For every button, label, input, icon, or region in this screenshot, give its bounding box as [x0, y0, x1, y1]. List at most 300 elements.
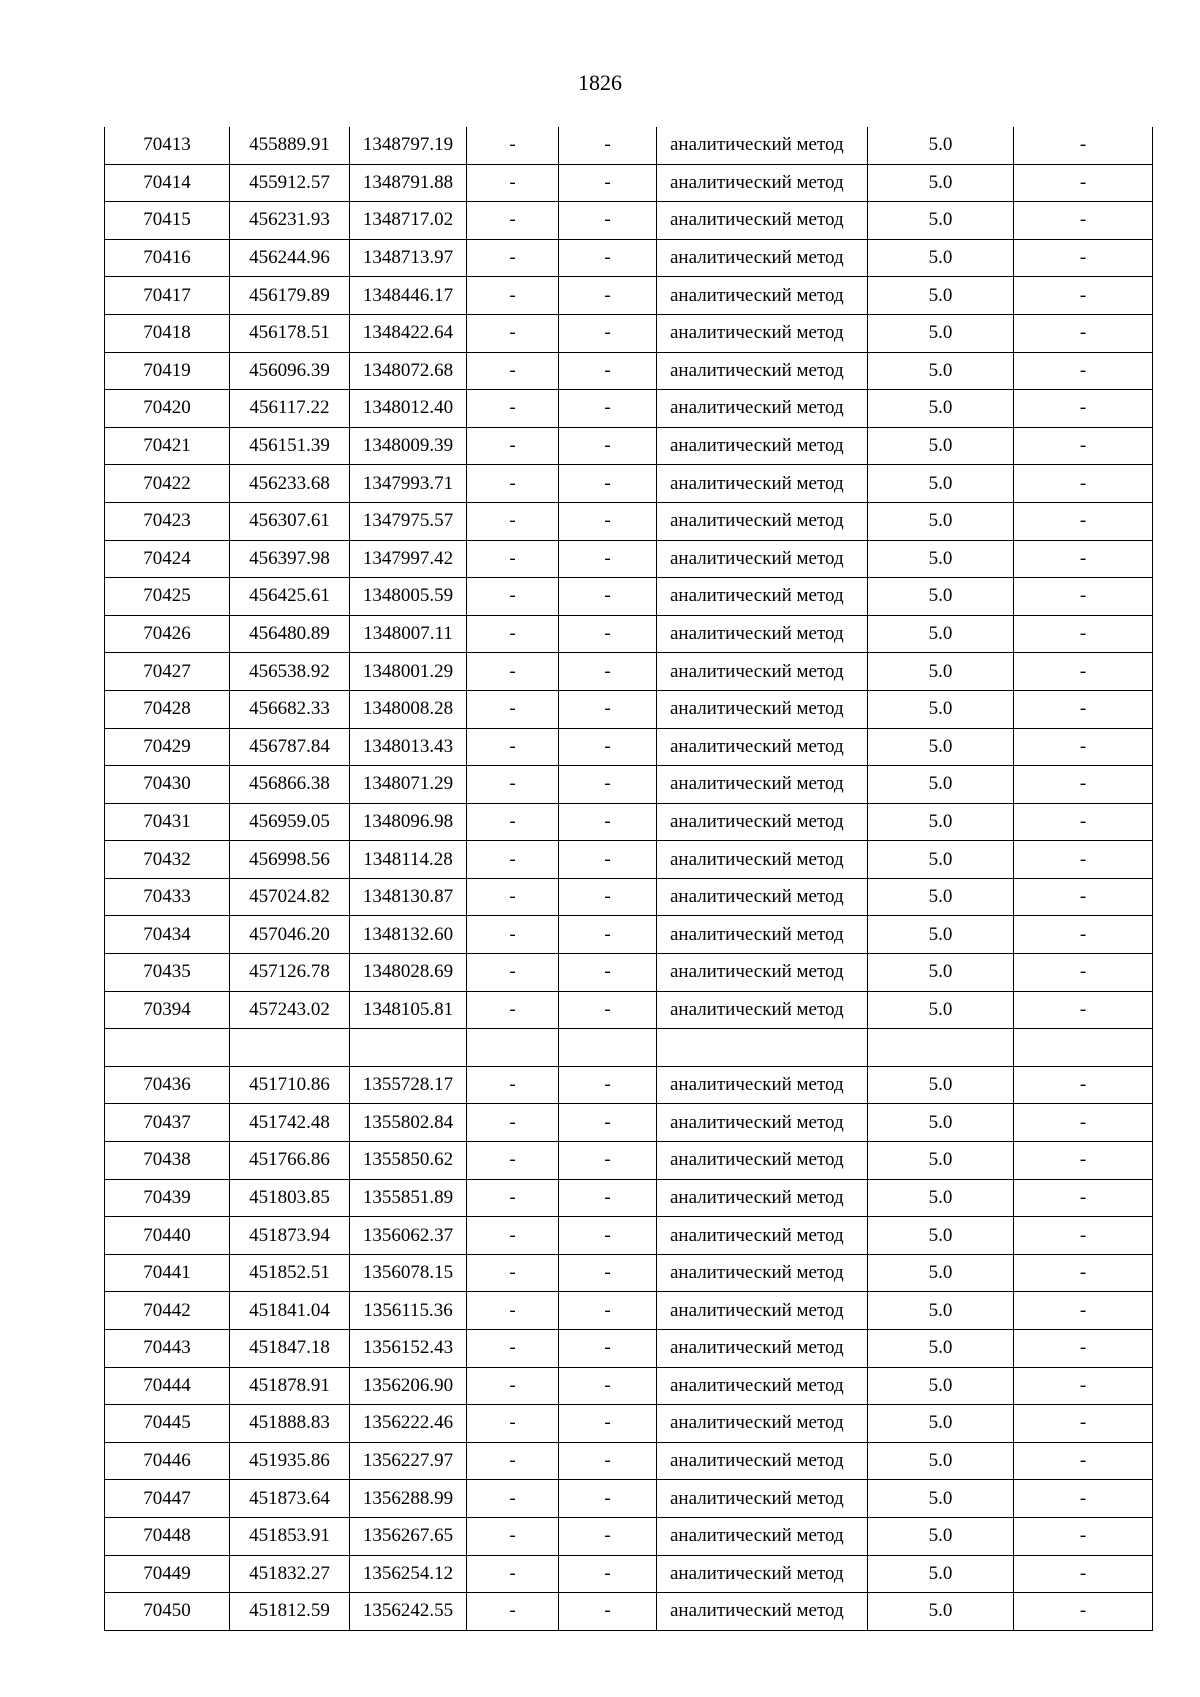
- dash-cell-1: -: [467, 954, 559, 992]
- method-cell: аналитический метод: [657, 127, 868, 164]
- dash-cell-2: -: [559, 1179, 657, 1217]
- y-coordinate-cell: 1356062.37: [350, 1217, 467, 1255]
- x-coordinate-cell: 451878.91: [230, 1367, 350, 1405]
- dash-cell-1: -: [467, 314, 559, 352]
- point-number-cell: 70440: [105, 1217, 230, 1255]
- method-cell: аналитический метод: [657, 766, 868, 804]
- dash-cell-1: -: [467, 690, 559, 728]
- method-cell: аналитический метод: [657, 1593, 868, 1631]
- method-cell: аналитический метод: [657, 578, 868, 616]
- point-number-cell: 70421: [105, 427, 230, 465]
- y-coordinate-cell: 1356227.97: [350, 1442, 467, 1480]
- table-row: [105, 390, 1153, 428]
- x-coordinate-cell: 451766.86: [230, 1142, 350, 1180]
- y-coordinate-cell: 1348791.88: [350, 164, 467, 202]
- coordinates-table: [104, 127, 1153, 1631]
- y-coordinate-cell: 1347975.57: [350, 502, 467, 540]
- dash-cell-2: -: [559, 465, 657, 503]
- x-coordinate-cell: 455889.91: [230, 127, 350, 164]
- y-coordinate-cell: 1355802.84: [350, 1104, 467, 1142]
- accuracy-cell: 5.0: [868, 1066, 1014, 1104]
- point-number-cell: 70426: [105, 615, 230, 653]
- y-coordinate-cell: 1348422.64: [350, 314, 467, 352]
- dash-cell-2: -: [559, 653, 657, 691]
- y-coordinate-cell: 1355851.89: [350, 1179, 467, 1217]
- table-row: [105, 653, 1153, 691]
- dash-cell-2: -: [559, 314, 657, 352]
- table-row: [105, 1029, 1153, 1067]
- x-coordinate-cell: 456179.89: [230, 277, 350, 315]
- point-number-cell: 70413: [105, 127, 230, 164]
- point-number-cell: 70433: [105, 878, 230, 916]
- table-row: [105, 766, 1153, 804]
- accuracy-cell: 5.0: [868, 465, 1014, 503]
- x-coordinate-cell: 451841.04: [230, 1292, 350, 1330]
- method-cell: аналитический метод: [657, 352, 868, 390]
- x-coordinate-cell: 451935.86: [230, 1442, 350, 1480]
- accuracy-cell: 5.0: [868, 803, 1014, 841]
- point-number-cell: 70439: [105, 1179, 230, 1217]
- table-row: [105, 1217, 1153, 1255]
- point-number-cell: 70435: [105, 954, 230, 992]
- x-coordinate-cell: 456682.33: [230, 690, 350, 728]
- accuracy-cell: 5.0: [868, 1292, 1014, 1330]
- x-coordinate-cell: 451812.59: [230, 1593, 350, 1631]
- method-cell: аналитический метод: [657, 202, 868, 240]
- method-cell: аналитический метод: [657, 1179, 868, 1217]
- dash-cell-3: -: [1014, 1480, 1153, 1518]
- dash-cell-3: -: [1014, 1330, 1153, 1368]
- dash-cell-1: -: [467, 803, 559, 841]
- y-coordinate-cell: [350, 1029, 467, 1067]
- dash-cell-1: -: [467, 502, 559, 540]
- dash-cell-1: -: [467, 991, 559, 1029]
- dash-cell-1: -: [467, 1593, 559, 1631]
- dash-cell-1: -: [467, 164, 559, 202]
- point-number-cell: 70430: [105, 766, 230, 804]
- dash-cell-3: -: [1014, 277, 1153, 315]
- dash-cell-2: -: [559, 728, 657, 766]
- y-coordinate-cell: 1348005.59: [350, 578, 467, 616]
- dash-cell-1: -: [467, 841, 559, 879]
- table-row: [105, 239, 1153, 277]
- dash-cell-1: -: [467, 239, 559, 277]
- table-row: [105, 1066, 1153, 1104]
- dash-cell-2: [559, 1029, 657, 1067]
- y-coordinate-cell: 1348717.02: [350, 202, 467, 240]
- x-coordinate-cell: 457126.78: [230, 954, 350, 992]
- method-cell: аналитический метод: [657, 502, 868, 540]
- dash-cell-2: -: [559, 1292, 657, 1330]
- y-coordinate-cell: 1348130.87: [350, 878, 467, 916]
- table-row: [105, 540, 1153, 578]
- x-coordinate-cell: 456866.38: [230, 766, 350, 804]
- dash-cell-3: -: [1014, 1142, 1153, 1180]
- accuracy-cell: 5.0: [868, 1480, 1014, 1518]
- dash-cell-3: -: [1014, 1104, 1153, 1142]
- dash-cell-2: -: [559, 1330, 657, 1368]
- x-coordinate-cell: 451832.27: [230, 1555, 350, 1593]
- accuracy-cell: 5.0: [868, 1254, 1014, 1292]
- x-coordinate-cell: 456959.05: [230, 803, 350, 841]
- y-coordinate-cell: 1348797.19: [350, 127, 467, 164]
- y-coordinate-cell: 1348132.60: [350, 916, 467, 954]
- dash-cell-2: -: [559, 277, 657, 315]
- dash-cell-1: -: [467, 352, 559, 390]
- accuracy-cell: 5.0: [868, 1179, 1014, 1217]
- accuracy-cell: 5.0: [868, 578, 1014, 616]
- method-cell: аналитический метод: [657, 841, 868, 879]
- method-cell: аналитический метод: [657, 277, 868, 315]
- accuracy-cell: [868, 1029, 1014, 1067]
- accuracy-cell: 5.0: [868, 540, 1014, 578]
- table-row: [105, 314, 1153, 352]
- x-coordinate-cell: 456787.84: [230, 728, 350, 766]
- table-row: [105, 465, 1153, 503]
- table-row: [105, 728, 1153, 766]
- x-coordinate-cell: 451803.85: [230, 1179, 350, 1217]
- table-row: [105, 841, 1153, 879]
- dash-cell-3: -: [1014, 465, 1153, 503]
- dash-cell-2: -: [559, 540, 657, 578]
- accuracy-cell: 5.0: [868, 127, 1014, 164]
- x-coordinate-cell: 456538.92: [230, 653, 350, 691]
- table-row: [105, 1593, 1153, 1631]
- dash-cell-1: -: [467, 1442, 559, 1480]
- point-number-cell: 70429: [105, 728, 230, 766]
- point-number-cell: 70434: [105, 916, 230, 954]
- y-coordinate-cell: 1348446.17: [350, 277, 467, 315]
- accuracy-cell: 5.0: [868, 1142, 1014, 1180]
- accuracy-cell: 5.0: [868, 878, 1014, 916]
- y-coordinate-cell: 1348013.43: [350, 728, 467, 766]
- point-number-cell: 70418: [105, 314, 230, 352]
- accuracy-cell: 5.0: [868, 954, 1014, 992]
- method-cell: аналитический метод: [657, 427, 868, 465]
- x-coordinate-cell: 456480.89: [230, 615, 350, 653]
- dash-cell-1: -: [467, 1066, 559, 1104]
- accuracy-cell: 5.0: [868, 352, 1014, 390]
- table-row: [105, 352, 1153, 390]
- dash-cell-2: -: [559, 1142, 657, 1180]
- method-cell: аналитический метод: [657, 239, 868, 277]
- dash-cell-2: -: [559, 690, 657, 728]
- table-row: [105, 202, 1153, 240]
- x-coordinate-cell: 451710.86: [230, 1066, 350, 1104]
- y-coordinate-cell: 1348028.69: [350, 954, 467, 992]
- y-coordinate-cell: 1356222.46: [350, 1405, 467, 1443]
- point-number-cell: 70415: [105, 202, 230, 240]
- dash-cell-3: -: [1014, 1179, 1153, 1217]
- method-cell: аналитический метод: [657, 1330, 868, 1368]
- dash-cell-2: -: [559, 841, 657, 879]
- dash-cell-3: -: [1014, 1593, 1153, 1631]
- point-number-cell: 70447: [105, 1480, 230, 1518]
- dash-cell-3: -: [1014, 878, 1153, 916]
- dash-cell-3: -: [1014, 502, 1153, 540]
- dash-cell-1: -: [467, 766, 559, 804]
- dash-cell-3: [1014, 1029, 1153, 1067]
- method-cell: аналитический метод: [657, 615, 868, 653]
- dash-cell-3: -: [1014, 578, 1153, 616]
- table-row: [105, 578, 1153, 616]
- accuracy-cell: 5.0: [868, 390, 1014, 428]
- y-coordinate-cell: 1356152.43: [350, 1330, 467, 1368]
- dash-cell-2: -: [559, 427, 657, 465]
- dash-cell-3: -: [1014, 653, 1153, 691]
- method-cell: аналитический метод: [657, 390, 868, 428]
- dash-cell-1: [467, 1029, 559, 1067]
- method-cell: аналитический метод: [657, 1292, 868, 1330]
- dash-cell-2: -: [559, 1405, 657, 1443]
- dash-cell-3: -: [1014, 1254, 1153, 1292]
- accuracy-cell: 5.0: [868, 1405, 1014, 1443]
- method-cell: аналитический метод: [657, 1066, 868, 1104]
- y-coordinate-cell: 1348114.28: [350, 841, 467, 879]
- x-coordinate-cell: 456998.56: [230, 841, 350, 879]
- table-row: [105, 954, 1153, 992]
- point-number-cell: 70420: [105, 390, 230, 428]
- point-number-cell: 70417: [105, 277, 230, 315]
- point-number-cell: 70437: [105, 1104, 230, 1142]
- table-row: [105, 1367, 1153, 1405]
- method-cell: аналитический метод: [657, 1405, 868, 1443]
- dash-cell-1: -: [467, 127, 559, 164]
- dash-cell-1: -: [467, 1254, 559, 1292]
- dash-cell-1: -: [467, 1367, 559, 1405]
- accuracy-cell: 5.0: [868, 314, 1014, 352]
- y-coordinate-cell: 1348012.40: [350, 390, 467, 428]
- point-number-cell: [105, 1029, 230, 1067]
- x-coordinate-cell: 456425.61: [230, 578, 350, 616]
- dash-cell-3: -: [1014, 127, 1153, 164]
- table-row: [105, 1517, 1153, 1555]
- point-number-cell: 70424: [105, 540, 230, 578]
- page-number: 1826: [578, 70, 622, 95]
- dash-cell-2: -: [559, 202, 657, 240]
- dash-cell-2: -: [559, 1480, 657, 1518]
- method-cell: аналитический метод: [657, 1442, 868, 1480]
- dash-cell-3: -: [1014, 1367, 1153, 1405]
- x-coordinate-cell: 456151.39: [230, 427, 350, 465]
- dash-cell-1: -: [467, 1405, 559, 1443]
- table-body: [105, 127, 1153, 1630]
- dash-cell-3: -: [1014, 1066, 1153, 1104]
- dash-cell-2: -: [559, 502, 657, 540]
- accuracy-cell: 5.0: [868, 239, 1014, 277]
- dash-cell-1: -: [467, 427, 559, 465]
- method-cell: аналитический метод: [657, 1142, 868, 1180]
- method-cell: аналитический метод: [657, 1104, 868, 1142]
- dash-cell-2: -: [559, 127, 657, 164]
- x-coordinate-cell: 457024.82: [230, 878, 350, 916]
- dash-cell-2: -: [559, 352, 657, 390]
- table-row: [105, 502, 1153, 540]
- dash-cell-1: -: [467, 1142, 559, 1180]
- dash-cell-1: -: [467, 465, 559, 503]
- dash-cell-1: -: [467, 1330, 559, 1368]
- point-number-cell: 70445: [105, 1405, 230, 1443]
- accuracy-cell: 5.0: [868, 1517, 1014, 1555]
- dash-cell-3: -: [1014, 314, 1153, 352]
- method-cell: аналитический метод: [657, 1480, 868, 1518]
- dash-cell-1: -: [467, 653, 559, 691]
- table-row: [105, 277, 1153, 315]
- dash-cell-3: -: [1014, 1517, 1153, 1555]
- dash-cell-1: -: [467, 916, 559, 954]
- method-cell: аналитический метод: [657, 1367, 868, 1405]
- dash-cell-2: -: [559, 164, 657, 202]
- dash-cell-2: -: [559, 766, 657, 804]
- dash-cell-3: -: [1014, 390, 1153, 428]
- y-coordinate-cell: 1348096.98: [350, 803, 467, 841]
- point-number-cell: 70425: [105, 578, 230, 616]
- dash-cell-1: -: [467, 878, 559, 916]
- dash-cell-3: -: [1014, 164, 1153, 202]
- dash-cell-2: -: [559, 803, 657, 841]
- x-coordinate-cell: 456244.96: [230, 239, 350, 277]
- y-coordinate-cell: 1348072.68: [350, 352, 467, 390]
- y-coordinate-cell: 1355850.62: [350, 1142, 467, 1180]
- y-coordinate-cell: 1356115.36: [350, 1292, 467, 1330]
- dash-cell-3: -: [1014, 239, 1153, 277]
- method-cell: аналитический метод: [657, 954, 868, 992]
- table-row: [105, 1330, 1153, 1368]
- dash-cell-2: -: [559, 615, 657, 653]
- table-row: [105, 1179, 1153, 1217]
- table-row: [105, 1442, 1153, 1480]
- dash-cell-3: -: [1014, 540, 1153, 578]
- accuracy-cell: 5.0: [868, 653, 1014, 691]
- method-cell: аналитический метод: [657, 878, 868, 916]
- table-row: [105, 164, 1153, 202]
- accuracy-cell: 5.0: [868, 164, 1014, 202]
- method-cell: аналитический метод: [657, 1217, 868, 1255]
- table-row: [105, 1142, 1153, 1180]
- table-row: [105, 127, 1153, 164]
- dash-cell-3: -: [1014, 690, 1153, 728]
- y-coordinate-cell: 1356288.99: [350, 1480, 467, 1518]
- method-cell: аналитический метод: [657, 465, 868, 503]
- dash-cell-3: -: [1014, 1442, 1153, 1480]
- x-coordinate-cell: 457046.20: [230, 916, 350, 954]
- dash-cell-1: -: [467, 1480, 559, 1518]
- x-coordinate-cell: 455912.57: [230, 164, 350, 202]
- dash-cell-1: -: [467, 1179, 559, 1217]
- accuracy-cell: 5.0: [868, 427, 1014, 465]
- point-number-cell: 70438: [105, 1142, 230, 1180]
- dash-cell-1: -: [467, 540, 559, 578]
- table-row: [105, 615, 1153, 653]
- dash-cell-2: -: [559, 390, 657, 428]
- y-coordinate-cell: 1347997.42: [350, 540, 467, 578]
- dash-cell-1: -: [467, 728, 559, 766]
- dash-cell-2: -: [559, 1442, 657, 1480]
- accuracy-cell: 5.0: [868, 1593, 1014, 1631]
- accuracy-cell: 5.0: [868, 615, 1014, 653]
- dash-cell-2: -: [559, 1593, 657, 1631]
- accuracy-cell: 5.0: [868, 1442, 1014, 1480]
- point-number-cell: 70422: [105, 465, 230, 503]
- accuracy-cell: 5.0: [868, 690, 1014, 728]
- point-number-cell: 70443: [105, 1330, 230, 1368]
- table-row: [105, 1292, 1153, 1330]
- accuracy-cell: 5.0: [868, 766, 1014, 804]
- dash-cell-2: -: [559, 1254, 657, 1292]
- point-number-cell: 70442: [105, 1292, 230, 1330]
- accuracy-cell: 5.0: [868, 502, 1014, 540]
- y-coordinate-cell: 1348071.29: [350, 766, 467, 804]
- y-coordinate-cell: 1356206.90: [350, 1367, 467, 1405]
- accuracy-cell: 5.0: [868, 202, 1014, 240]
- dash-cell-1: -: [467, 1104, 559, 1142]
- point-number-cell: 70428: [105, 690, 230, 728]
- y-coordinate-cell: 1348008.28: [350, 690, 467, 728]
- method-cell: аналитический метод: [657, 728, 868, 766]
- method-cell: аналитический метод: [657, 540, 868, 578]
- dash-cell-3: -: [1014, 728, 1153, 766]
- dash-cell-1: -: [467, 615, 559, 653]
- dash-cell-2: -: [559, 1066, 657, 1104]
- dash-cell-3: -: [1014, 954, 1153, 992]
- y-coordinate-cell: 1347993.71: [350, 465, 467, 503]
- point-number-cell: 70449: [105, 1555, 230, 1593]
- x-coordinate-cell: 451853.91: [230, 1517, 350, 1555]
- table-row: [105, 690, 1153, 728]
- point-number-cell: 70448: [105, 1517, 230, 1555]
- x-coordinate-cell: 451742.48: [230, 1104, 350, 1142]
- accuracy-cell: 5.0: [868, 991, 1014, 1029]
- table-row: [105, 878, 1153, 916]
- point-number-cell: 70450: [105, 1593, 230, 1631]
- table-row: [105, 1254, 1153, 1292]
- dash-cell-1: -: [467, 578, 559, 616]
- y-coordinate-cell: 1356078.15: [350, 1254, 467, 1292]
- table-row: [105, 427, 1153, 465]
- x-coordinate-cell: 457243.02: [230, 991, 350, 1029]
- dash-cell-2: -: [559, 991, 657, 1029]
- dash-cell-2: -: [559, 1367, 657, 1405]
- y-coordinate-cell: 1355728.17: [350, 1066, 467, 1104]
- dash-cell-2: -: [559, 878, 657, 916]
- y-coordinate-cell: 1356254.12: [350, 1555, 467, 1593]
- x-coordinate-cell: [230, 1029, 350, 1067]
- dash-cell-3: -: [1014, 916, 1153, 954]
- dash-cell-3: -: [1014, 1405, 1153, 1443]
- dash-cell-3: -: [1014, 202, 1153, 240]
- x-coordinate-cell: 456117.22: [230, 390, 350, 428]
- table-row: [105, 1555, 1153, 1593]
- accuracy-cell: 5.0: [868, 1367, 1014, 1405]
- method-cell: аналитический метод: [657, 1555, 868, 1593]
- dash-cell-1: -: [467, 1517, 559, 1555]
- y-coordinate-cell: 1348009.39: [350, 427, 467, 465]
- dash-cell-3: -: [1014, 991, 1153, 1029]
- point-number-cell: 70441: [105, 1254, 230, 1292]
- x-coordinate-cell: 456233.68: [230, 465, 350, 503]
- method-cell: аналитический метод: [657, 653, 868, 691]
- x-coordinate-cell: 451873.94: [230, 1217, 350, 1255]
- dash-cell-1: -: [467, 1292, 559, 1330]
- dash-cell-3: -: [1014, 427, 1153, 465]
- dash-cell-3: -: [1014, 1217, 1153, 1255]
- point-number-cell: 70419: [105, 352, 230, 390]
- x-coordinate-cell: 451852.51: [230, 1254, 350, 1292]
- dash-cell-2: -: [559, 1104, 657, 1142]
- x-coordinate-cell: 456307.61: [230, 502, 350, 540]
- dash-cell-1: -: [467, 1217, 559, 1255]
- y-coordinate-cell: 1348007.11: [350, 615, 467, 653]
